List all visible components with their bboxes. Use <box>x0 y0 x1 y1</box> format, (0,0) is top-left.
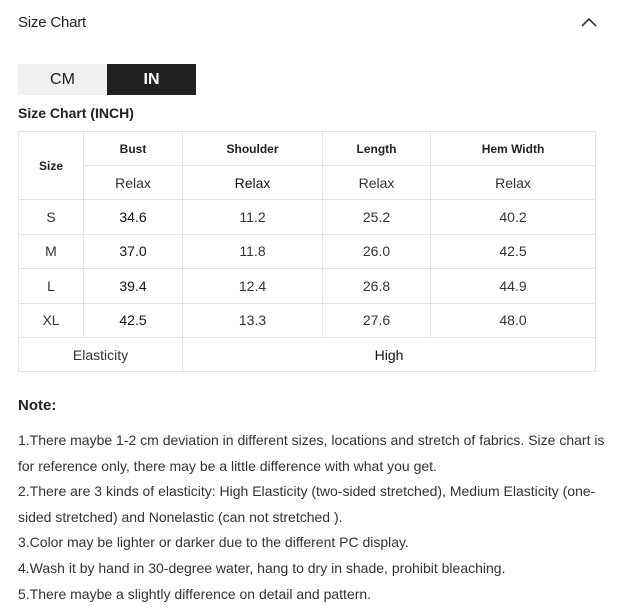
unit-cm-button[interactable]: CM <box>18 64 107 95</box>
size-chart-title: Size Chart <box>18 14 87 31</box>
note-item: 1.There maybe 1-2 cm deviation in different sizes, locations and stretch of fabrics. Size chart is for reference only, there may be a little difference with what you get. <box>18 432 605 474</box>
shoulder-cell: 13.3 <box>183 303 323 338</box>
note-item: 3.Color may be lighter or darker due to the different PC display. <box>18 534 409 551</box>
hem-width-cell: 48.0 <box>431 303 596 338</box>
elasticity-label: Elasticity <box>19 338 183 372</box>
note-list <box>18 428 608 607</box>
size-cell: M <box>19 234 84 269</box>
shoulder-cell: 11.8 <box>183 234 323 269</box>
elasticity-row <box>19 338 596 372</box>
column-header-hem-width: Hem Width <box>431 132 596 166</box>
unit-in-button[interactable]: IN <box>107 64 196 95</box>
length-cell: 25.2 <box>323 200 431 235</box>
bust-cell: 39.4 <box>84 269 183 304</box>
chevron-up-icon[interactable] <box>580 14 598 30</box>
shoulder-cell: 12.4 <box>183 269 323 304</box>
table-row <box>19 200 596 235</box>
hem-width-cell: 40.2 <box>431 200 596 235</box>
fit-row <box>19 166 596 200</box>
table-row <box>19 234 596 269</box>
column-header-length: Length <box>323 132 431 166</box>
fit-length: Relax <box>323 166 431 200</box>
length-cell: 26.8 <box>323 269 431 304</box>
size-cell: L <box>19 269 84 304</box>
fit-hem-width: Relax <box>431 166 596 200</box>
bust-cell: 34.6 <box>84 200 183 235</box>
note-title: Note: <box>18 397 57 414</box>
fit-bust: Relax <box>84 166 183 200</box>
bust-cell: 42.5 <box>84 303 183 338</box>
size-chart-subtitle: Size Chart (INCH) <box>18 105 134 121</box>
table-row <box>19 303 596 338</box>
size-cell: S <box>19 200 84 235</box>
note-item: 2.There are 3 kinds of elasticity: High Elasticity (two-sided stretched), Medium Elasticity (one-sided stretched) and Nonelastic (can not stretched ). <box>18 483 596 525</box>
table-header-row <box>19 132 596 166</box>
length-cell: 27.6 <box>323 303 431 338</box>
column-header-shoulder: Shoulder <box>183 132 323 166</box>
note-item: 5.There maybe a slightly difference on detail and pattern. <box>18 585 372 602</box>
bust-cell: 37.0 <box>84 234 183 269</box>
table-row <box>19 269 596 304</box>
length-cell: 26.0 <box>323 234 431 269</box>
unit-toggle <box>18 64 196 95</box>
hem-width-cell: 42.5 <box>431 234 596 269</box>
elasticity-value: High <box>183 338 596 372</box>
column-header-bust: Bust <box>84 132 183 166</box>
size-table <box>18 131 596 372</box>
hem-width-cell: 44.9 <box>431 269 596 304</box>
size-cell: XL <box>19 303 84 338</box>
fit-shoulder: Relax <box>183 166 323 200</box>
size-column-header: Size <box>19 132 84 200</box>
note-item: 4.Wash it by hand in 30-degree water, hang to dry in shade, prohibit bleaching. <box>18 559 506 576</box>
size-chart-header[interactable] <box>18 14 598 34</box>
shoulder-cell: 11.2 <box>183 200 323 235</box>
